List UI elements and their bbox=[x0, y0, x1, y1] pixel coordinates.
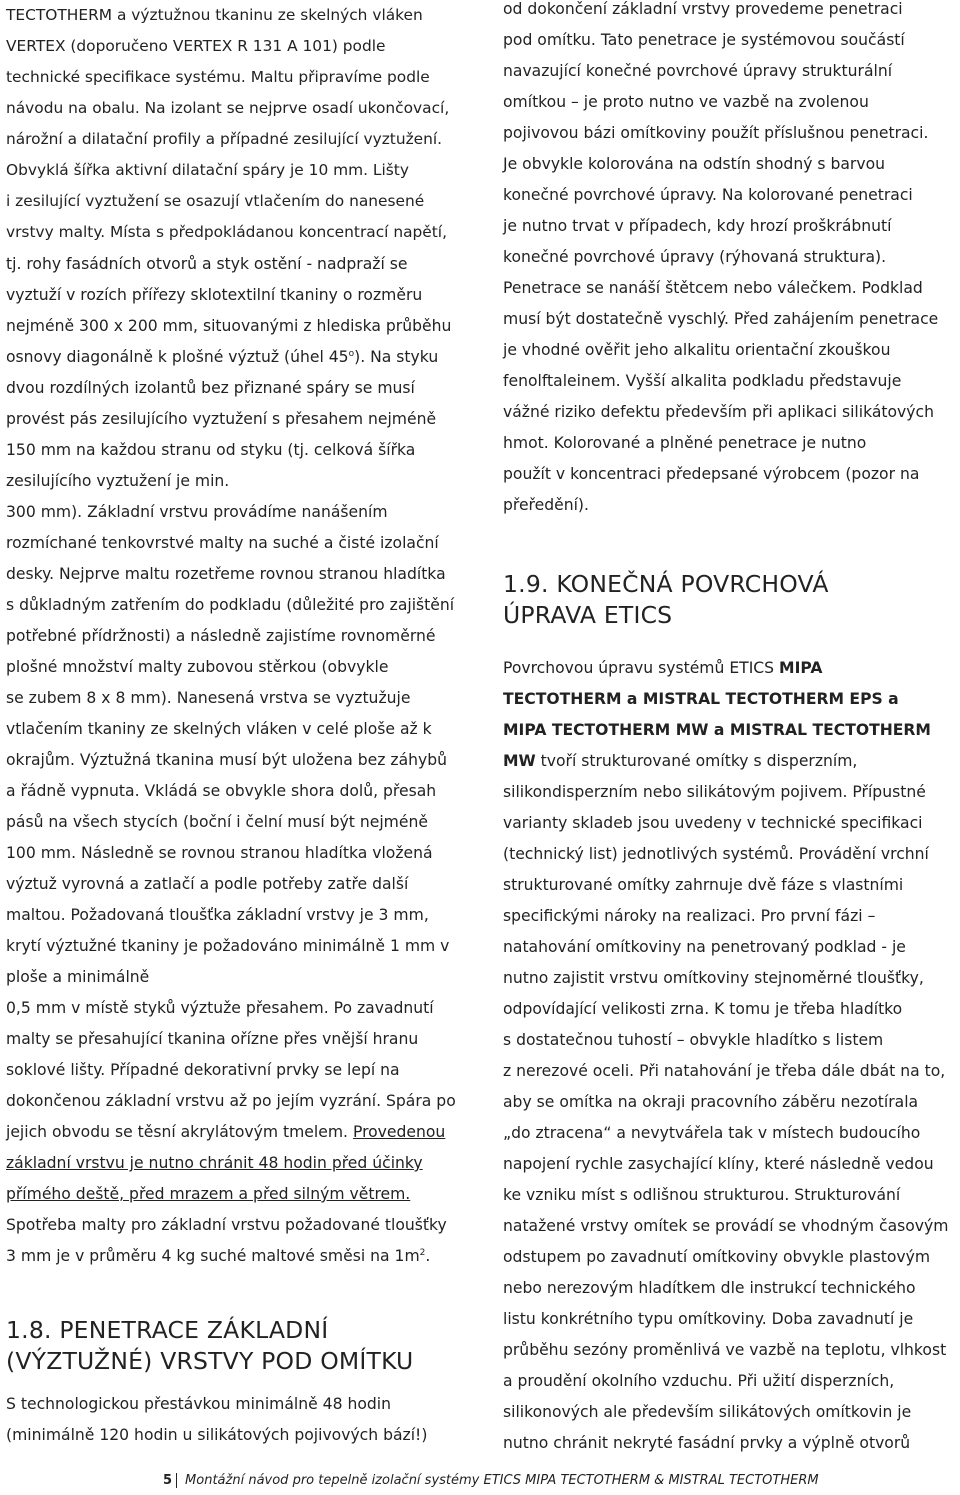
section-heading-1-9 bbox=[503, 569, 959, 631]
text-line: s dostatečnou tuhostí – obvykle hladítko s listem bbox=[503, 1031, 884, 1049]
text-line: 300 mm). Základní vrstvu provádíme nanášením bbox=[6, 503, 388, 521]
text-line: natahování omítkoviny na penetrovaný podklad - je bbox=[503, 938, 906, 956]
text-line: základní vrstvu je nutno chránit 48 hodin před účinky bbox=[6, 1154, 423, 1172]
section-heading-1-8 bbox=[6, 1315, 476, 1377]
bold-line-2: TECTOTHERM a MISTRAL TECTOTHERM EPS a bbox=[503, 690, 899, 708]
text-line: odpovídající velikosti zrna. K tomu je třeba hladítko bbox=[503, 1000, 903, 1018]
text-line: Je obvykle kolorována na odstín shodný s barvou bbox=[503, 155, 885, 173]
text-line: přeředění). bbox=[503, 496, 589, 514]
text-line: nárožní a dilatační profily a případné zesilující vyztužení. bbox=[6, 130, 443, 148]
text-line: je nutno trvat v případech, kdy hrozí proškrábnutí bbox=[503, 217, 892, 235]
underline-lead-line: jejich obvodu se těsní akrylátovým tmelem. Provedenou bbox=[6, 1123, 446, 1141]
text-line: a proudění okolního vzduchu. Při užití disperzních, bbox=[503, 1372, 895, 1390]
text-line: 1.9. KONEČNÁ POVRCHOVÁ bbox=[503, 570, 829, 598]
text-line: nejméně 300 x 200 mm, situovanými z hlediska průběhu bbox=[6, 317, 452, 335]
text-line: je vhodné ověřit jeho alkalitu orientační zkouškou bbox=[503, 341, 891, 359]
text-line: (technický list) jednotlivých systémů. Provádění vrchní bbox=[503, 845, 929, 863]
text-line: vtlačením tkaniny ze skelných vláken v celé ploše až k bbox=[6, 720, 432, 738]
text-line: silikonových ale především silikátových omítkovin je bbox=[503, 1403, 912, 1421]
text-line: hmot. Kolorované a plněné penetrace je nutno bbox=[503, 434, 867, 452]
text-line: musí být dostatečně vyschlý. Před zahájením penetrace bbox=[503, 310, 939, 328]
text-line: ploše a minimálně bbox=[6, 968, 150, 986]
text-line: 150 mm na každou stranu od styku (tj. celková šířka bbox=[6, 441, 416, 459]
footer-text: Montážní návod pro tepelně izolační systémy ETICS MIPA TECTOTHERM & MISTRAL TECTOTHERM bbox=[185, 1473, 819, 1488]
text-line: desky. Nejprve maltu rozetřeme rovnou stranou hladítka bbox=[6, 565, 446, 583]
bold-line-3: MIPA TECTOTHERM MW a MISTRAL TECTOTHERM bbox=[503, 721, 931, 739]
text-line: „do ztracena“ a nevytvářela tak v místech budoucího bbox=[503, 1124, 921, 1142]
mw-line: MW tvoří strukturované omítky s disperzním, bbox=[503, 752, 858, 770]
text-line: dokončenou základní vrstvu až po jejím vyzrání. Spára po bbox=[6, 1092, 456, 1110]
text-line: 1.8. PENETRACE ZÁKLADNÍ bbox=[6, 1316, 329, 1344]
text-line: pojivovou bázi omítkoviny použít příslušnou penetraci. bbox=[503, 124, 929, 142]
text-line: 0,5 mm v místě styků výztuže přesahem. Po zavadnutí bbox=[6, 999, 434, 1017]
text-line: nutno zajistit vrstvu omítkoviny stejnoměrné tloušťky, bbox=[503, 969, 924, 987]
text-line: 100 mm. Následně se rovnou stranou hladítka vložená bbox=[6, 844, 433, 862]
text-line: listu konkrétního typu omítkoviny. Doba zavadnutí je bbox=[503, 1310, 914, 1328]
text-line: se zubem 8 x 8 mm). Nanesená vrstva se vyztužuje bbox=[6, 689, 411, 707]
text-line: TECTOTHERM a výztužnou tkaninu ze skelných vláken bbox=[6, 6, 423, 24]
text-line: natažené vrstvy omítek se provádí se vhodným časovým bbox=[503, 1217, 949, 1235]
consumption-line: Spotřeba malty pro základní vrstvu požadované tloušťky bbox=[6, 1216, 447, 1234]
angle-line: osnovy diagonálně k plošné výztuž (úhel 45$^o$). Na styku bbox=[6, 348, 439, 366]
text-line: silikondisperzním nebo silikátovým pojivem. Přípustné bbox=[503, 783, 926, 801]
area-line: 3 mm je v průměru 4 kg suché maltové směsi na $1m^2$. bbox=[6, 1247, 431, 1265]
text-line: přímého deště, před mrazem a před silným větrem. bbox=[6, 1185, 411, 1203]
text-line: specifickými nároky na realizaci. Pro první fázi – bbox=[503, 907, 876, 925]
text-line: VERTEX (doporučeno VERTEX R 131 A 101) podle bbox=[6, 37, 386, 55]
text-line: návodu na obalu. Na izolant se nejprve osadí ukončovací, bbox=[6, 99, 450, 117]
text-line: odstupem po zavadnutí omítkoviny obvykle plastovým bbox=[503, 1248, 931, 1266]
text-line: s důkladným zatřením do podkladu (důležité pro zajištění bbox=[6, 596, 455, 614]
page-number: 5 bbox=[163, 1473, 173, 1488]
right-column bbox=[503, 0, 959, 1459]
text-line: S technologickou přestávkou minimálně 48 hodin bbox=[6, 1395, 392, 1413]
text-line: rozmíchané tenkovrstvé malty na suché a čisté izolační bbox=[6, 534, 439, 552]
text-line: dvou rozdílných izolantů bez přiznané spáry se musí bbox=[6, 379, 415, 397]
text-line: vyztuží v rozích přířezy sklotextilní tkaniny o rozměru bbox=[6, 286, 423, 304]
text-line: konečné povrchové úpravy. Na kolorované penetraci bbox=[503, 186, 913, 204]
text-line: malty se přesahující tkanina ořízne přes vnější hranu bbox=[6, 1030, 419, 1048]
text-line: konečné povrchové úpravy (rýhovaná struktura). bbox=[503, 248, 887, 266]
text-line: pásů na všech stycích (boční i čelní musí být nejméně bbox=[6, 813, 428, 831]
text-line: ke vzniku míst s odlišnou strukturou. Strukturování bbox=[503, 1186, 901, 1204]
text-line: použít v koncentraci předepsané výrobcem (pozor na bbox=[503, 465, 920, 483]
text-line: soklové lišty. Případné dekorativní prvky se lepí na bbox=[6, 1061, 400, 1079]
text-line: (minimálně 120 hodin u silikátových pojivových bází!) bbox=[6, 1426, 428, 1444]
text-line: (VÝZTUŽNÉ) VRSTVY POD OMÍTKU bbox=[6, 1347, 414, 1375]
right-main-paragraph bbox=[503, 653, 959, 1459]
text-line: tj. rohy fasádních otvorů a styk ostění - nadpraží se bbox=[6, 255, 408, 273]
text-line: a řádně vypnuta. Vkládá se obvykle shora dolů, přesah bbox=[6, 782, 437, 800]
text-line: okrajům. Výztužná tkanina musí být uložena bez záhybů bbox=[6, 751, 448, 769]
text-line: nebo nerezovým hladítkem dle instrukcí technického bbox=[503, 1279, 916, 1297]
text-line: ÚPRAVA ETICS bbox=[503, 601, 673, 629]
text-line: fenolftaleinem. Vyšší alkalita podkladu představuje bbox=[503, 372, 902, 390]
text-line: pod omítku. Tato penetrace je systémovou součástí bbox=[503, 31, 905, 49]
text-line: provést pás zesilujícího vyztužení s přesahem nejméně bbox=[6, 410, 437, 428]
left-main-paragraph bbox=[6, 249, 476, 1272]
intro-line: Povrchovou úpravu systémů ETICS MIPA bbox=[503, 659, 823, 677]
text-line: vážné riziko defektu především při aplikaci silikátových bbox=[503, 403, 934, 421]
text-line: krytí výztužné tkaniny je požadováno minimálně 1 mm v bbox=[6, 937, 450, 955]
text-line: plošné množství malty zubovou stěrkou (obvykle bbox=[6, 658, 389, 676]
text-line: omítkou – je proto nutno ve vazbě na zvolenou bbox=[503, 93, 869, 111]
text-line: zesilujícího vyztužení je min. bbox=[6, 472, 230, 490]
left-end-paragraph bbox=[6, 1389, 476, 1451]
text-line: od dokončení základní vrstvy provedeme penetraci bbox=[503, 0, 903, 18]
text-line: aby se omítka na okraji pracovního záběru nezotírala bbox=[503, 1093, 919, 1111]
text-line: Obvyklá šířka aktivní dilatační spáry je 10 mm. Lišty bbox=[6, 161, 409, 179]
text-line: potřebné přídržnosti) a následně zajistíme rovnoměrné bbox=[6, 627, 436, 645]
left-intro-paragraph bbox=[6, 0, 476, 248]
page-footer bbox=[163, 1473, 819, 1488]
text-line: navazující konečné povrchové úpravy strukturální bbox=[503, 62, 893, 80]
text-line: varianty skladeb jsou uvedeny v technické specifikaci bbox=[503, 814, 923, 832]
text-line: výztuž vyrovná a zatlačí a podle potřeby zatře další bbox=[6, 875, 409, 893]
text-line: z nerezové oceli. Při natahování je třeba dále dbát na to, bbox=[503, 1062, 946, 1080]
footer-divider bbox=[176, 1473, 177, 1488]
text-line: Penetrace se nanáší štětcem nebo válečkem. Podklad bbox=[503, 279, 923, 297]
text-line: technické specifikace systému. Maltu připravíme podle bbox=[6, 68, 430, 86]
right-top-paragraph bbox=[503, 0, 959, 521]
text-line: maltou. Požadovaná tloušťka základní vrstvy je 3 mm, bbox=[6, 906, 429, 924]
text-line: i zesilující vyztužení se osazují vtlačením do nanesené bbox=[6, 192, 425, 210]
text-line: vrstvy malty. Místa s předpokládanou koncentrací napětí, bbox=[6, 223, 447, 241]
text-line: nutno chránit nekryté fasádní prvky a výplně otvorů bbox=[503, 1434, 911, 1452]
left-column bbox=[6, 0, 476, 1451]
text-line: strukturované omítky zahrnuje dvě fáze s vlastními bbox=[503, 876, 904, 894]
text-line: napojení rychle zasychající klíny, které následně vedou bbox=[503, 1155, 934, 1173]
text-line: průběhu sezóny proměnlivá ve vazbě na teplotu, vlhkost bbox=[503, 1341, 947, 1359]
